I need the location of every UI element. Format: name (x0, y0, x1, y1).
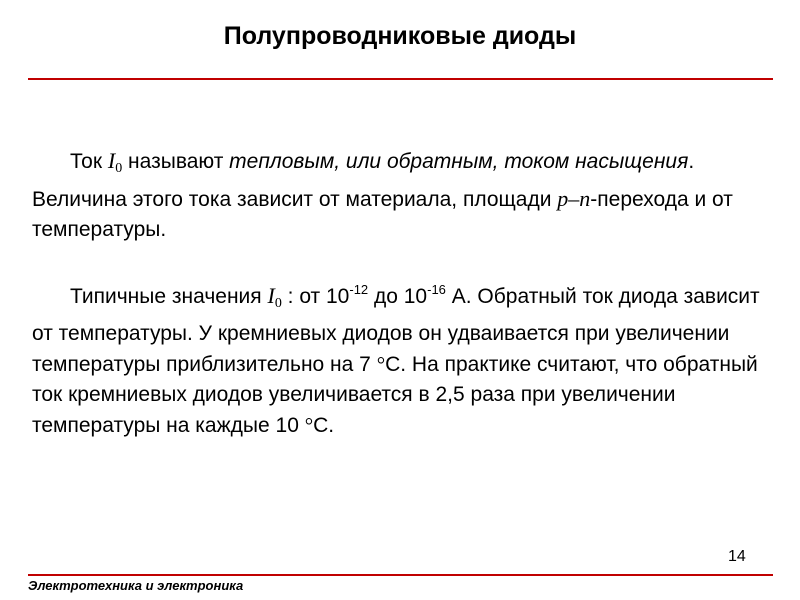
exponent-16: -16 (427, 282, 446, 297)
variable-I: I (107, 148, 116, 173)
variable-p: p (557, 186, 569, 211)
paragraph-thermal-current (32, 146, 772, 245)
footer-course-name: Электротехника и электроника (28, 578, 244, 593)
slide-title: Полупроводниковые диоды (223, 22, 577, 50)
text-segment: Типичные значения (70, 285, 268, 308)
exponent-12: -12 (349, 282, 369, 297)
emphasis-term: тепловым, или обратным, током насыщения (229, 150, 689, 173)
variable-I: I (267, 283, 275, 308)
text-segment: А. Обратный ток диода зависит от температуры. У кремниевых диодов он удваивается при увеличении температуры приблизительно на 7 (32, 285, 760, 376)
text-segment: : от 10 (281, 285, 350, 308)
text-segment: С. На практике считают, что обратный ток кремниевых диодов увеличивается в 2,5 раза при увеличении температуры на каждые 10 (32, 353, 758, 437)
variable-n: n (579, 186, 591, 211)
footer-divider (28, 574, 773, 576)
text-segment: . Величина этого тока зависит от материала, площади (32, 150, 695, 211)
subscript-0: 0 (115, 161, 123, 176)
text-segment: -перехода и от температуры. (32, 188, 733, 241)
title-divider (28, 78, 773, 80)
subscript-0: 0 (274, 296, 282, 311)
slide-body (32, 146, 772, 441)
page-number: 14 (728, 548, 746, 565)
text-segment: Ток (70, 150, 108, 173)
text-segment: до 10 (368, 285, 428, 308)
paragraph-typical-values (32, 275, 772, 441)
text-segment: С. (313, 414, 335, 437)
degree-symbol: ° (376, 352, 386, 376)
en-dash: – (568, 186, 580, 211)
degree-symbol: ° (304, 413, 314, 437)
text-segment: называют (122, 150, 230, 173)
